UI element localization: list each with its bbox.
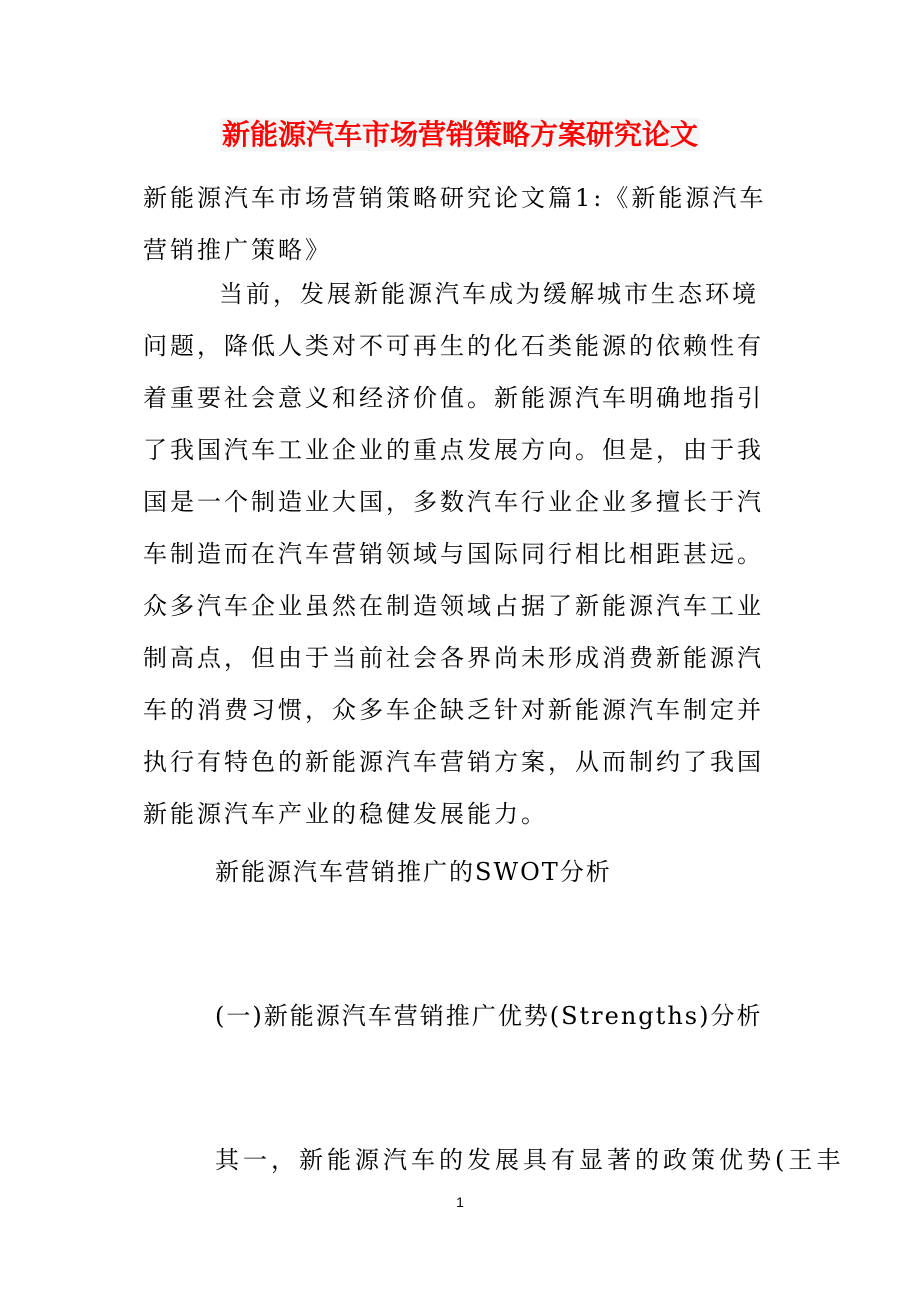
first-point-line: 其一，新能源汽车的发展具有显著的政策优势(王丰 <box>215 1146 845 1174</box>
document-title-text: 新能源汽车市场营销策略方案研究论文 <box>221 118 698 151</box>
article-subtitle: 新能源汽车市场营销策略研究论文篇1:《新能源汽车营销推广策略》 <box>143 184 767 264</box>
strengths-heading: (一)新能源汽车营销推广优势(Strengths)分析 <box>215 1002 763 1030</box>
swot-heading: 新能源汽车营销推广的SWOT分析 <box>215 858 612 886</box>
page-number: 1 <box>456 1194 464 1210</box>
body-paragraph: 当前，发展新能源汽车成为缓解城市生态环境问题，降低人类对不可再生的化石类能源的依赖性有着重要社会意义和经济价值。新能源汽车明确地指引了我国汽车工业企业的重点发展方向。但是，由于我国是一个制造业大国，多数汽车行业企业多擅长于汽车制造而在汽车营销领域与国际同行相比相距甚远。众多汽车企业虽然在制造领域占据了新能源汽车工业制高点，但由于当前社会各界尚未形成消费新能源汽车的消费习惯，众多车企缺乏针对新能源汽车制定并执行有特色的新能源汽车营销方案，从而制约了我国新能源汽车产业的稳健发展能力。 <box>143 280 764 828</box>
document-title <box>0 112 920 158</box>
